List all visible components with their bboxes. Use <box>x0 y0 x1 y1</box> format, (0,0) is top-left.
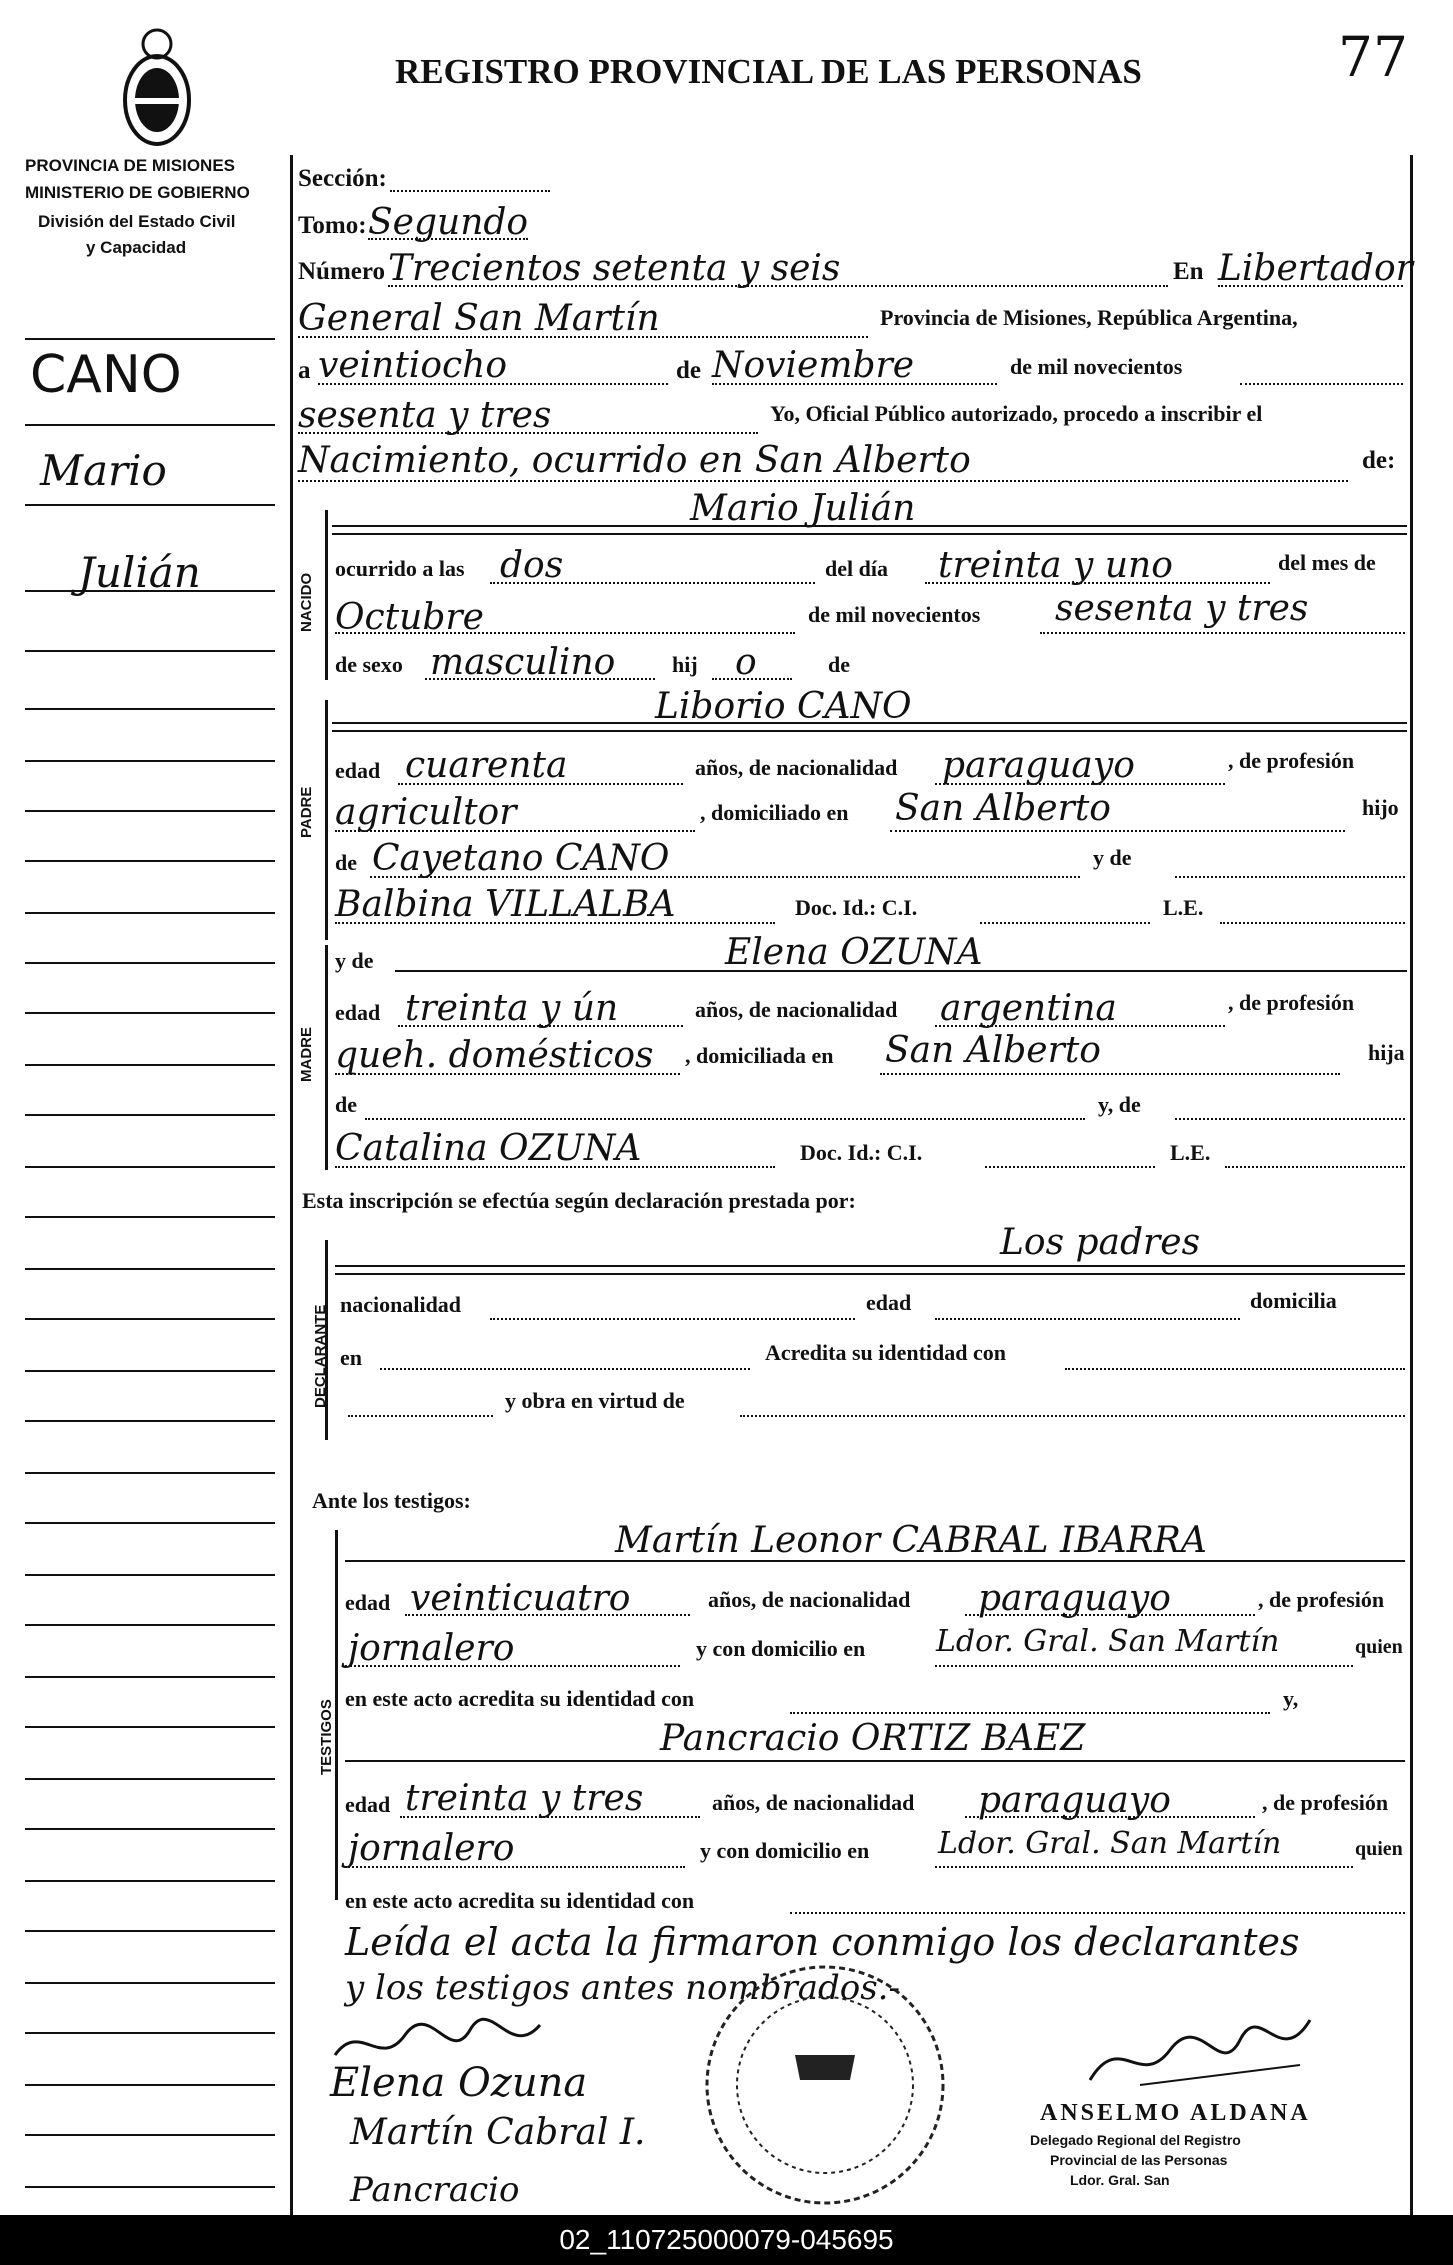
ocurrido-label: ocurrido a las <box>335 556 465 581</box>
madre-dom-label: , domiciliada en <box>685 1043 834 1068</box>
place-value-a: Libertador <box>1218 248 1413 289</box>
declarante-nac-label: nacionalidad <box>340 1292 462 1317</box>
oficial-cargo-2: Provincial de las Personas <box>1050 2152 1228 2168</box>
testigo2-anios-label: años, de nacionalidad <box>712 1790 915 1815</box>
oficial-cargo-1: Delegado Regional del Registro <box>1030 2132 1241 2148</box>
testigo2-quien: quien <box>1355 1838 1403 1860</box>
padre-section-label: PADRE <box>298 786 315 838</box>
page-number: 77 <box>1338 25 1408 89</box>
declarante-intro: Esta inscripción se efectúa según declaración prestada por: <box>302 1188 856 1213</box>
org-line-1: PROVINCIA DE MISIONES <box>25 156 236 175</box>
hij-label: hij <box>672 652 698 677</box>
org-line-4: y Capacidad <box>86 238 187 257</box>
coat-of-arms-seal <box>112 22 202 152</box>
testigo1-anios-label: años, de nacionalidad <box>708 1587 911 1612</box>
page-title: REGISTRO PROVINCIAL DE LAS PERSONAS <box>395 52 1142 91</box>
madre-edad-label: edad <box>335 1000 381 1025</box>
testigo2-nombre: Pancracio ORTIZ BAEZ <box>660 1718 1086 1759</box>
madre-section-label: MADRE <box>298 1027 315 1082</box>
madre-nac-value: argentina <box>940 988 1117 1029</box>
padre-padre-de: Cayetano CANO <box>372 838 670 879</box>
org-line-2: MINISTERIO DE GOBIERNO <box>25 183 250 202</box>
en-label: En <box>1173 258 1204 285</box>
oficial-cargo-3: Ldor. Gral. San <box>1070 2172 1170 2188</box>
footer-code: 02_110725000079-045695 <box>559 2224 894 2255</box>
madre-nombre: Elena OZUNA <box>725 932 983 973</box>
frame-right-border <box>1410 155 1413 2215</box>
mes-label: del mes de <box>1278 550 1376 575</box>
testigos-intro: Ante los testigos: <box>312 1488 471 1513</box>
madre-dom-value: San Alberto <box>885 1030 1101 1071</box>
cierre-line-1: Leída el acta la firmaron conmigo los declarantes <box>345 1920 1300 1964</box>
madre-hija-label: hija <box>1368 1040 1405 1065</box>
padre-prof-label: , de profesión <box>1228 748 1355 773</box>
provincia-label: Provincia de Misiones, República Argentina, <box>880 305 1298 330</box>
testigo2-dom: Ldor. Gral. San Martín <box>938 1826 1282 1861</box>
madre-y-de2-label: y, de <box>1098 1092 1141 1117</box>
padre-edad-label: edad <box>335 758 381 783</box>
margin-middle-name: Julián <box>78 548 201 597</box>
signature-pancracio: Pancracio <box>350 2170 520 2210</box>
testigo2-edad-label: edad <box>345 1792 391 1817</box>
madre-doc-label: Doc. Id.: C.I. <box>800 1140 923 1165</box>
testigo1-nombre: Martín Leonor CABRAL IBARRA <box>615 1520 1207 1561</box>
footer-bar <box>0 2215 1453 2265</box>
testigo2-dom-label: y con domicilio en <box>700 1838 870 1863</box>
declarante-nombre: Los padres <box>1000 1222 1201 1263</box>
testigo1-dom: Ldor. Gral. San Martín <box>936 1624 1280 1659</box>
padre-edad-value: cuarenta <box>405 745 568 786</box>
padre-nac-value: paraguayo <box>942 745 1135 786</box>
declarante-acredita-label: Acredita su identidad con <box>765 1340 1007 1365</box>
testigo2-edad: treinta y tres <box>405 1778 644 1819</box>
madre-de-label: de <box>335 1092 357 1117</box>
nacido-mil-label: de mil novecientos <box>808 602 981 627</box>
declarante-dom-label: domicilia <box>1250 1288 1337 1313</box>
oficial-nombre: ANSELMO ALDANA <box>1040 2100 1311 2126</box>
padre-prof-value: agricultor <box>335 792 517 833</box>
padre-dom-value: San Alberto <box>895 788 1111 829</box>
testigo1-prof-label: , de profesión <box>1258 1587 1385 1612</box>
testigo1-prof: jornalero <box>348 1628 515 1669</box>
tomo-label: Tomo: <box>298 212 367 239</box>
acto-value: Nacimiento, ocurrido en San Alberto <box>298 440 971 481</box>
sexo-value: masculino <box>430 642 616 683</box>
padre-doc-label: Doc. Id.: C.I. <box>795 895 918 920</box>
padre-y-de-label: y de <box>1093 845 1132 870</box>
madre-abuela: Catalina OZUNA <box>335 1128 642 1169</box>
testigo1-y: y, <box>1283 1686 1299 1711</box>
padre-hijo-label: hijo <box>1362 795 1399 820</box>
declarante-edad-label: edad <box>866 1290 912 1315</box>
testigos-section-label: TESTIGOS <box>318 1699 335 1775</box>
tomo-value: Segundo <box>368 202 529 243</box>
nacido-section-label: NACIDO <box>298 572 315 632</box>
testigo2-acredita: en este acto acredita su identidad con <box>345 1888 695 1913</box>
mes-value: Octubre <box>335 597 484 638</box>
declarante-obra-label: y obra en virtud de <box>505 1388 685 1413</box>
testigo2-prof-label: , de profesión <box>1262 1790 1389 1815</box>
testigo2-nac: paraguayo <box>978 1780 1171 1821</box>
testigo1-quien: quien <box>1355 1636 1403 1658</box>
madre-anios-label: años, de nacionalidad <box>695 997 898 1022</box>
numero-value: Trecientos setenta y seis <box>388 248 841 289</box>
anio-value: sesenta y tres <box>1055 588 1309 629</box>
de-label: de <box>676 357 701 384</box>
testigo1-edad: veinticuatro <box>410 1578 631 1619</box>
seccion-label: Sección: <box>298 165 387 192</box>
padre-nombre: Liborio CANO <box>655 686 912 727</box>
frame-left-border <box>290 155 293 2215</box>
testigo1-nac: paraguayo <box>978 1578 1171 1619</box>
hora-value: dos <box>500 545 564 586</box>
year-value: sesenta y tres <box>298 395 552 436</box>
de2-label: de: <box>1362 447 1396 474</box>
mil-label: de mil novecientos <box>1010 354 1183 379</box>
madre-y-de-label: y de <box>335 948 374 973</box>
official-stamp <box>700 1960 950 2210</box>
a-label: a <box>298 357 311 384</box>
testigo1-acredita: en este acto acredita su identidad con <box>345 1686 695 1711</box>
oficial-label: Yo, Oficial Público autorizado, procedo a inscribir el <box>770 401 1263 426</box>
dia-value: treinta y uno <box>938 545 1173 586</box>
sexo-label: de sexo <box>335 652 403 677</box>
place-value-b: General San Martín <box>298 298 660 339</box>
padre-dom-label: , domiciliado en <box>700 800 849 825</box>
declarante-section-label: DECLARANTE <box>312 1304 329 1408</box>
month-value: Noviembre <box>712 345 915 386</box>
day-value: veintiocho <box>318 345 508 386</box>
nacido-bracket <box>325 510 328 680</box>
declarante-en-label: en <box>340 1345 362 1370</box>
margin-first-name: Mario <box>40 446 167 495</box>
madre-prof-value: queh. domésticos <box>335 1035 654 1076</box>
signature-elena-ozuna: Elena Ozuna <box>330 2060 588 2106</box>
madre-le-label: L.E. <box>1170 1140 1211 1165</box>
madre-prof-label: , de profesión <box>1228 990 1355 1015</box>
padre-anios-label: años, de nacionalidad <box>695 755 898 780</box>
padre-le-label: L.E. <box>1163 895 1204 920</box>
nacido-nombre: Mario Julián <box>690 488 916 529</box>
padre-madre-de: Balbina VILLALBA <box>335 884 676 925</box>
padre-bracket <box>325 700 328 940</box>
padre-de-label: de <box>335 850 357 875</box>
numero-label: Número <box>298 258 386 285</box>
signature-martin-cabral: Martín Cabral I. <box>350 2112 646 2153</box>
margin-surname: CANO <box>30 345 182 405</box>
testigo1-edad-label: edad <box>345 1590 391 1615</box>
cierre-line-2: y los testigos antes nombrados.- <box>345 1968 900 2008</box>
testigo2-prof: jornalero <box>348 1828 515 1869</box>
hij-value: o <box>735 642 757 683</box>
testigos-bracket <box>335 1530 338 1900</box>
madre-bracket <box>325 945 328 1170</box>
nacido-de-label: de <box>828 652 850 677</box>
madre-edad-value: treinta y ún <box>405 988 619 1029</box>
testigo1-dom-label: y con domicilio en <box>696 1636 866 1661</box>
del-dia-label: del día <box>825 556 888 581</box>
org-line-3: División del Estado Civil <box>38 212 236 231</box>
signature-official <box>1080 2010 1320 2100</box>
